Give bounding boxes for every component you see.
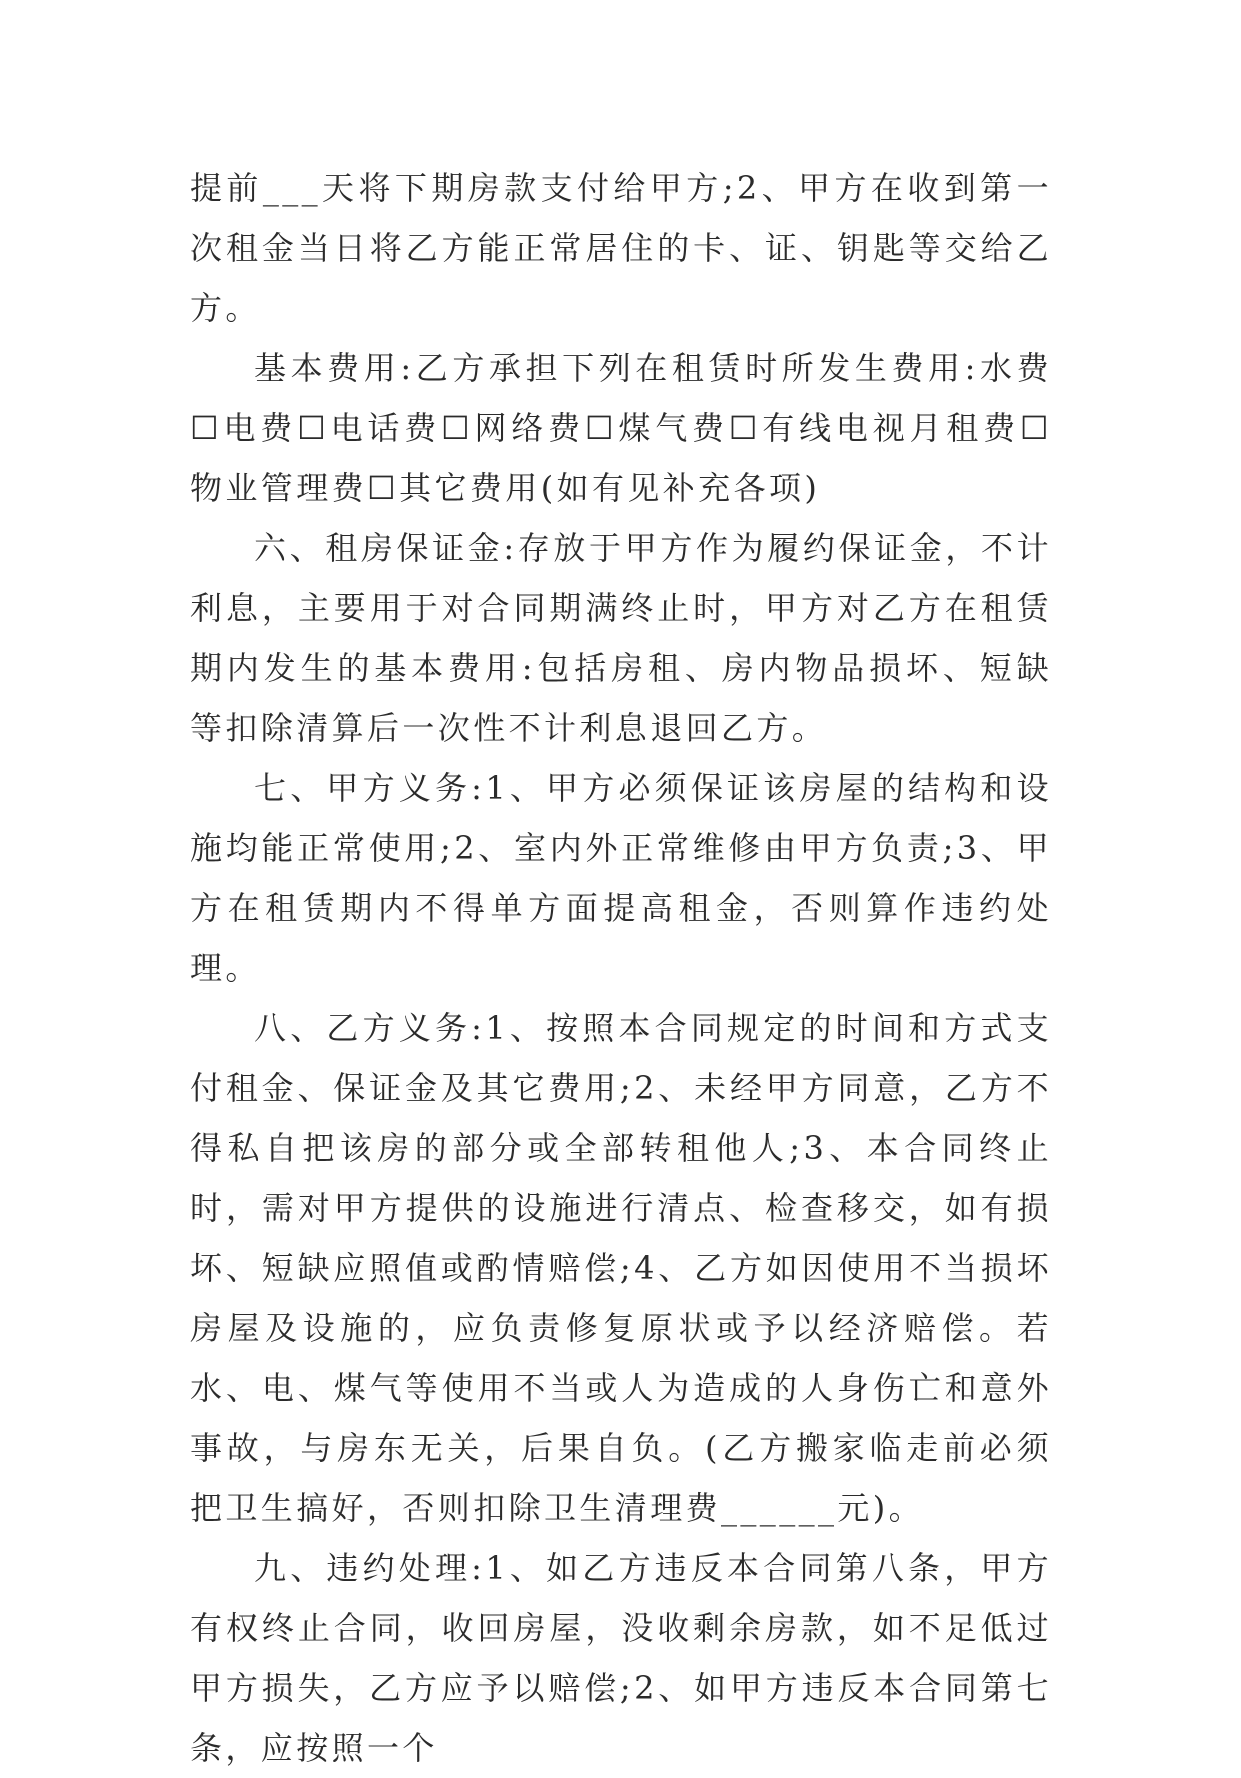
paragraph-section-6-deposit: 六、租房保证金:存放于甲方作为履约保证金，不计利息，主要用于对合同期满终止时，甲方对乙方在租赁期内发生的基本费用:包括房租、房内物品损坏、短缺等扣除清算后一次性不计利息退回乙方。 — [190, 529, 1052, 747]
paragraph-section-9-breach: 九、违约处理:1、如乙方违反本合同第八条，甲方有权终止合同，收回房屋，没收剩余房款，如不足低过甲方损失，乙方应予以赔偿;2、如甲方违反本合同第七条，应按照一个 — [190, 1549, 1052, 1767]
paragraph-section-7-landlord-duties: 七、甲方义务:1、甲方必须保证该房屋的结构和设施均能正常使用;2、室内外正常维修由甲方负责;3、甲方在租赁期内不得单方面提高租金，否则算作违约处理。 — [190, 769, 1052, 987]
paragraph-payment-continuation: 提前___天将下期房款支付给甲方;2、甲方在收到第一次租金当日将乙方能正常居住的卡、证、钥匙等交给乙方。 — [190, 169, 1052, 327]
paragraph-section-8-tenant-duties: 八、乙方义务:1、按照本合同规定的时间和方式支付租金、保证金及其它费用;2、未经甲方同意，乙方不得私自把该房的部分或全部转租他人;3、本合同终止时，需对甲方提供的设施进行清点、检查移交，如有损坏、短缺应照值或酌情赔偿;4、乙方如因使用不当损坏房屋及设施的，应负责修复原状或予以经济赔偿。若水、电、煤气等使用不当或人为造成的人身伤亡和意外事故，与房东无关，后果自负。(乙方搬家临走前必须把卫生搞好，否则扣除卫生清理费______元)。 — [190, 1009, 1052, 1527]
paragraph-basic-fees: 基本费用:乙方承担下列在租赁时所发生费用:水费☐电费☐电话费☐网络费☐煤气费☐有线电视月租费☐物业管理费☐其它费用(如有见补充各项) — [190, 349, 1052, 507]
document-body — [190, 158, 1052, 1778]
